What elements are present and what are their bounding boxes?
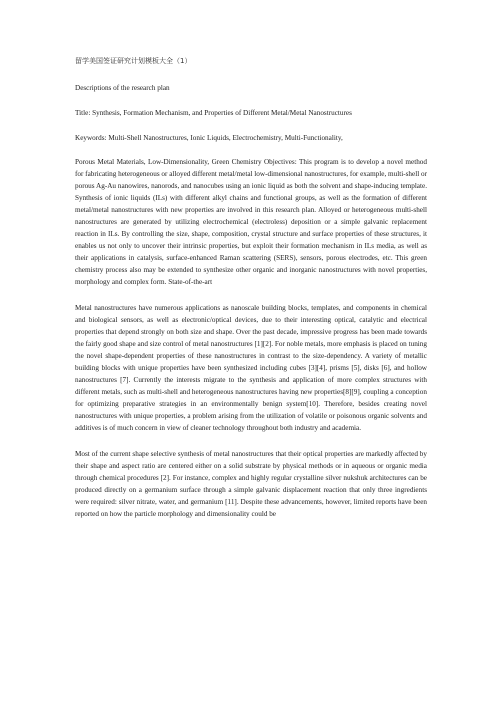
paragraph-objectives: Porous Metal Materials, Low-Dimensionality, Green Chemistry Objectives: This program is to develop a novel method for fabricating heterogeneous or alloyed different metal/metal low-dimensional nanostructures, for example, multi-shell or porous Ag-Au nanowires, nanorods, and nanocubes using an ionic liquid as both the solvent and shape-inducing template. Synthesis of ionic liquids (ILs) with different alkyl chains and functional groups, as well as the formation of different metal/metal nanostructures with new properties are involved in this research plan. Alloyed or heterogeneous multi-shell nanostructures are generated by utilizing electrochemical (electroless) deposition or a simple galvanic replacement reaction in ILs. By controlling the size, shape, composition, crystal structure and surface properties of these structures, it enables us not only to uncover their intrinsic properties, but exploit their formation mechanism in ILs media, as well as their applications in catalysis, surface-enhanced Raman scattering (SERS), sensors, porous electrodes, etc. This green chemistry process also may be extended to synthesize other organic and inorganic nanostructures with novel properties, morphology and complex form. State-of-the-art	[75, 158, 427, 286]
section-heading: Descriptions of the research plan	[75, 84, 170, 92]
keywords-line: Keywords: Multi-Shell Nanostructures, Ionic Liquids, Electrochemistry, Multi-Functionality,	[75, 134, 343, 142]
research-title: Title: Synthesis, Formation Mechanism, and Properties of Different Metal/Metal Nanostructures	[75, 109, 352, 117]
paragraph-state-of-the-art: Metal nanostructures have numerous applications as nanoscale building blocks, templates, and components in chemical and biological sensors, as well as electronic/optical devices, due to their interesting optical, catalytic and electrical properties that depend strongly on both size and shape. Over the past decade, impressive progress has been made towards the fairly good shape and size control of metal nanostructures [1][2]. For noble metals, more emphasis is placed on tuning the novel shape-dependent properties of these nanostructures in contrast to the size-dependency. A variety of metallic building blocks with unique properties have been synthesized including cubes [3][4], prisms [5], disks [6], and hollow nanostructures [7]. Currently the interests migrate to the synthesis and application of more complex structures with different metals, such as multi-shell and heterogeneous nanostructures having new properties[8][9], coupling a conception for optimizing preparative strategies in an environmentally benign system[10]. Therefore, besides creating novel nanostructures with unique properties, a problem arising from the utilization of volatile or poisonous organic solvents and additives is of much concern in view of cleaner technology throughout both industry and academia.	[75, 304, 427, 433]
document-title: 留学美国签证研究计划模板大全（1）	[75, 57, 192, 65]
paragraph-shape-selective-synthesis: Most of the current shape selective synthesis of metal nanostructures that their optical properties are markedly affected by their shape and aspect ratio are centered either on a solid substrate by physical methods or in aqueous or organic media through chemical procedures [2]. For instance, complex and highly regular crystalline silver nukshuk architectures can be produced directly on a germanium surface through a simple galvanic displacement reaction that only three ingredients were required: silver nitrate, water, and germanium [11]. Despite these advancements, however, limited reports have been reported on how the particle morphology and dimensionality could be	[75, 449, 427, 518]
